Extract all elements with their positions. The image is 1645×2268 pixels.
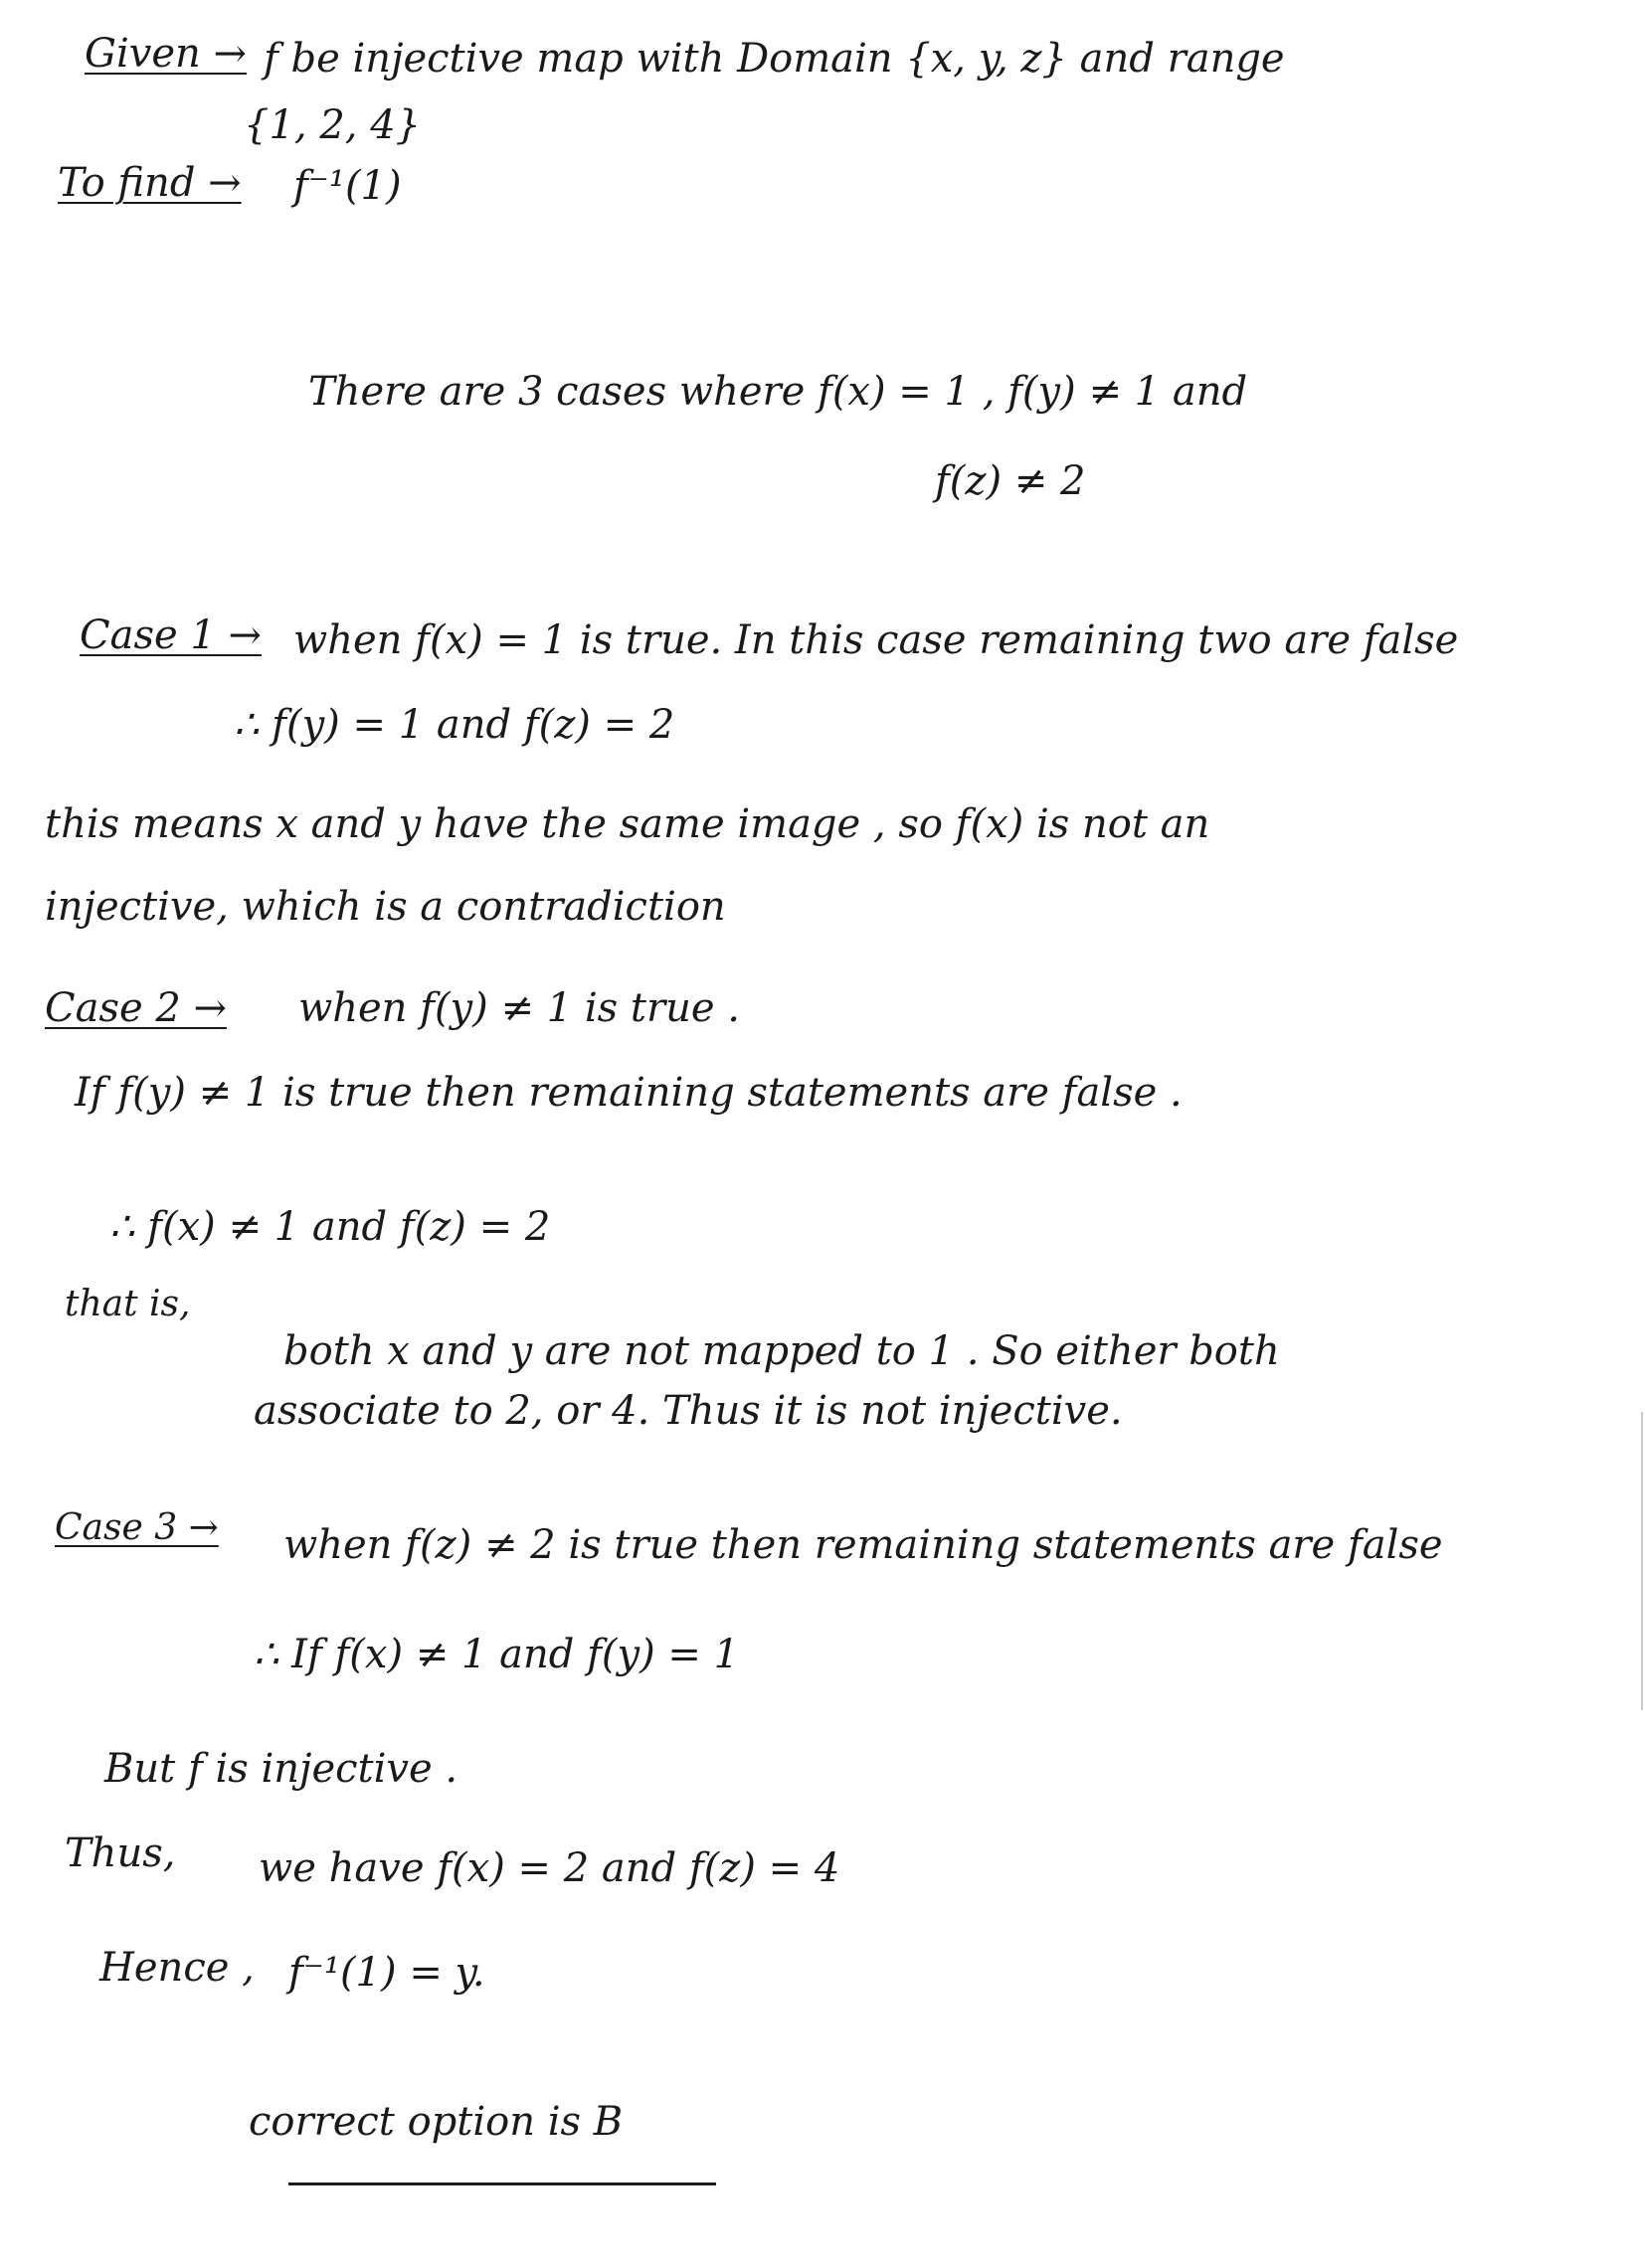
case-2-that-is: that is, (65, 1284, 191, 1324)
case-2-line-1: when f(y) ≠ 1 is true . (298, 985, 740, 1031)
to-find-label: To find → (58, 160, 242, 206)
case-3-line-2: ∴ If f(x) ≠ 1 and f(y) = 1 (254, 1632, 740, 1677)
case-3-line-4: we have f(x) = 2 and f(z) = 4 (259, 1845, 840, 1891)
case-3-thus-label: Thus, (65, 1831, 176, 1876)
case-1-line-4: injective, which is a contradiction (45, 884, 726, 930)
case-1-line-3: this means x and y have the same image , so f(x) is not an (45, 801, 1210, 847)
case-2-line-4: both x and y are not mapped to 1 . So either both (283, 1328, 1280, 1374)
given-line-1: f be injective map with Domain {x, y, z} and range (264, 36, 1285, 82)
final-expression: f⁻¹(1) = y. (288, 1950, 485, 1996)
case-3-label: Case 3 → (55, 1507, 219, 1548)
case-1-line-1: when f(x) = 1 is true. In this case remaining two are false (293, 617, 1459, 663)
intro-line-2: f(z) ≠ 2 (935, 458, 1086, 504)
given-line-2: {1, 2, 4} (244, 102, 422, 148)
to-find-expression: f⁻¹(1) (293, 163, 402, 209)
case-1-label: Case 1 → (80, 612, 263, 658)
given-label: Given → (85, 31, 248, 77)
intro-line-1: There are 3 cases where f(x) = 1 , f(y) ≠ 1 and (308, 369, 1248, 415)
scan-edge (1641, 1412, 1643, 1710)
case-2-line-5: associate to 2, or 4. Thus it is not injective. (254, 1388, 1123, 1434)
case-1-line-2: ∴ f(y) = 1 and f(z) = 2 (234, 702, 675, 748)
case-3-line-3: But f is injective . (104, 1746, 458, 1792)
case-2-line-2: If f(y) ≠ 1 is true then remaining statements are false . (75, 1070, 1183, 1116)
answer-underline (288, 2182, 716, 2185)
case-3-line-1: when f(z) ≠ 2 is true then remaining statements are false (283, 1522, 1443, 1568)
case-2-label: Case 2 → (45, 985, 228, 1031)
hence-label: Hence , (99, 1945, 255, 1991)
answer-statement: correct option is B (249, 2099, 624, 2145)
case-2-line-3: ∴ f(x) ≠ 1 and f(z) = 2 (109, 1204, 551, 1250)
